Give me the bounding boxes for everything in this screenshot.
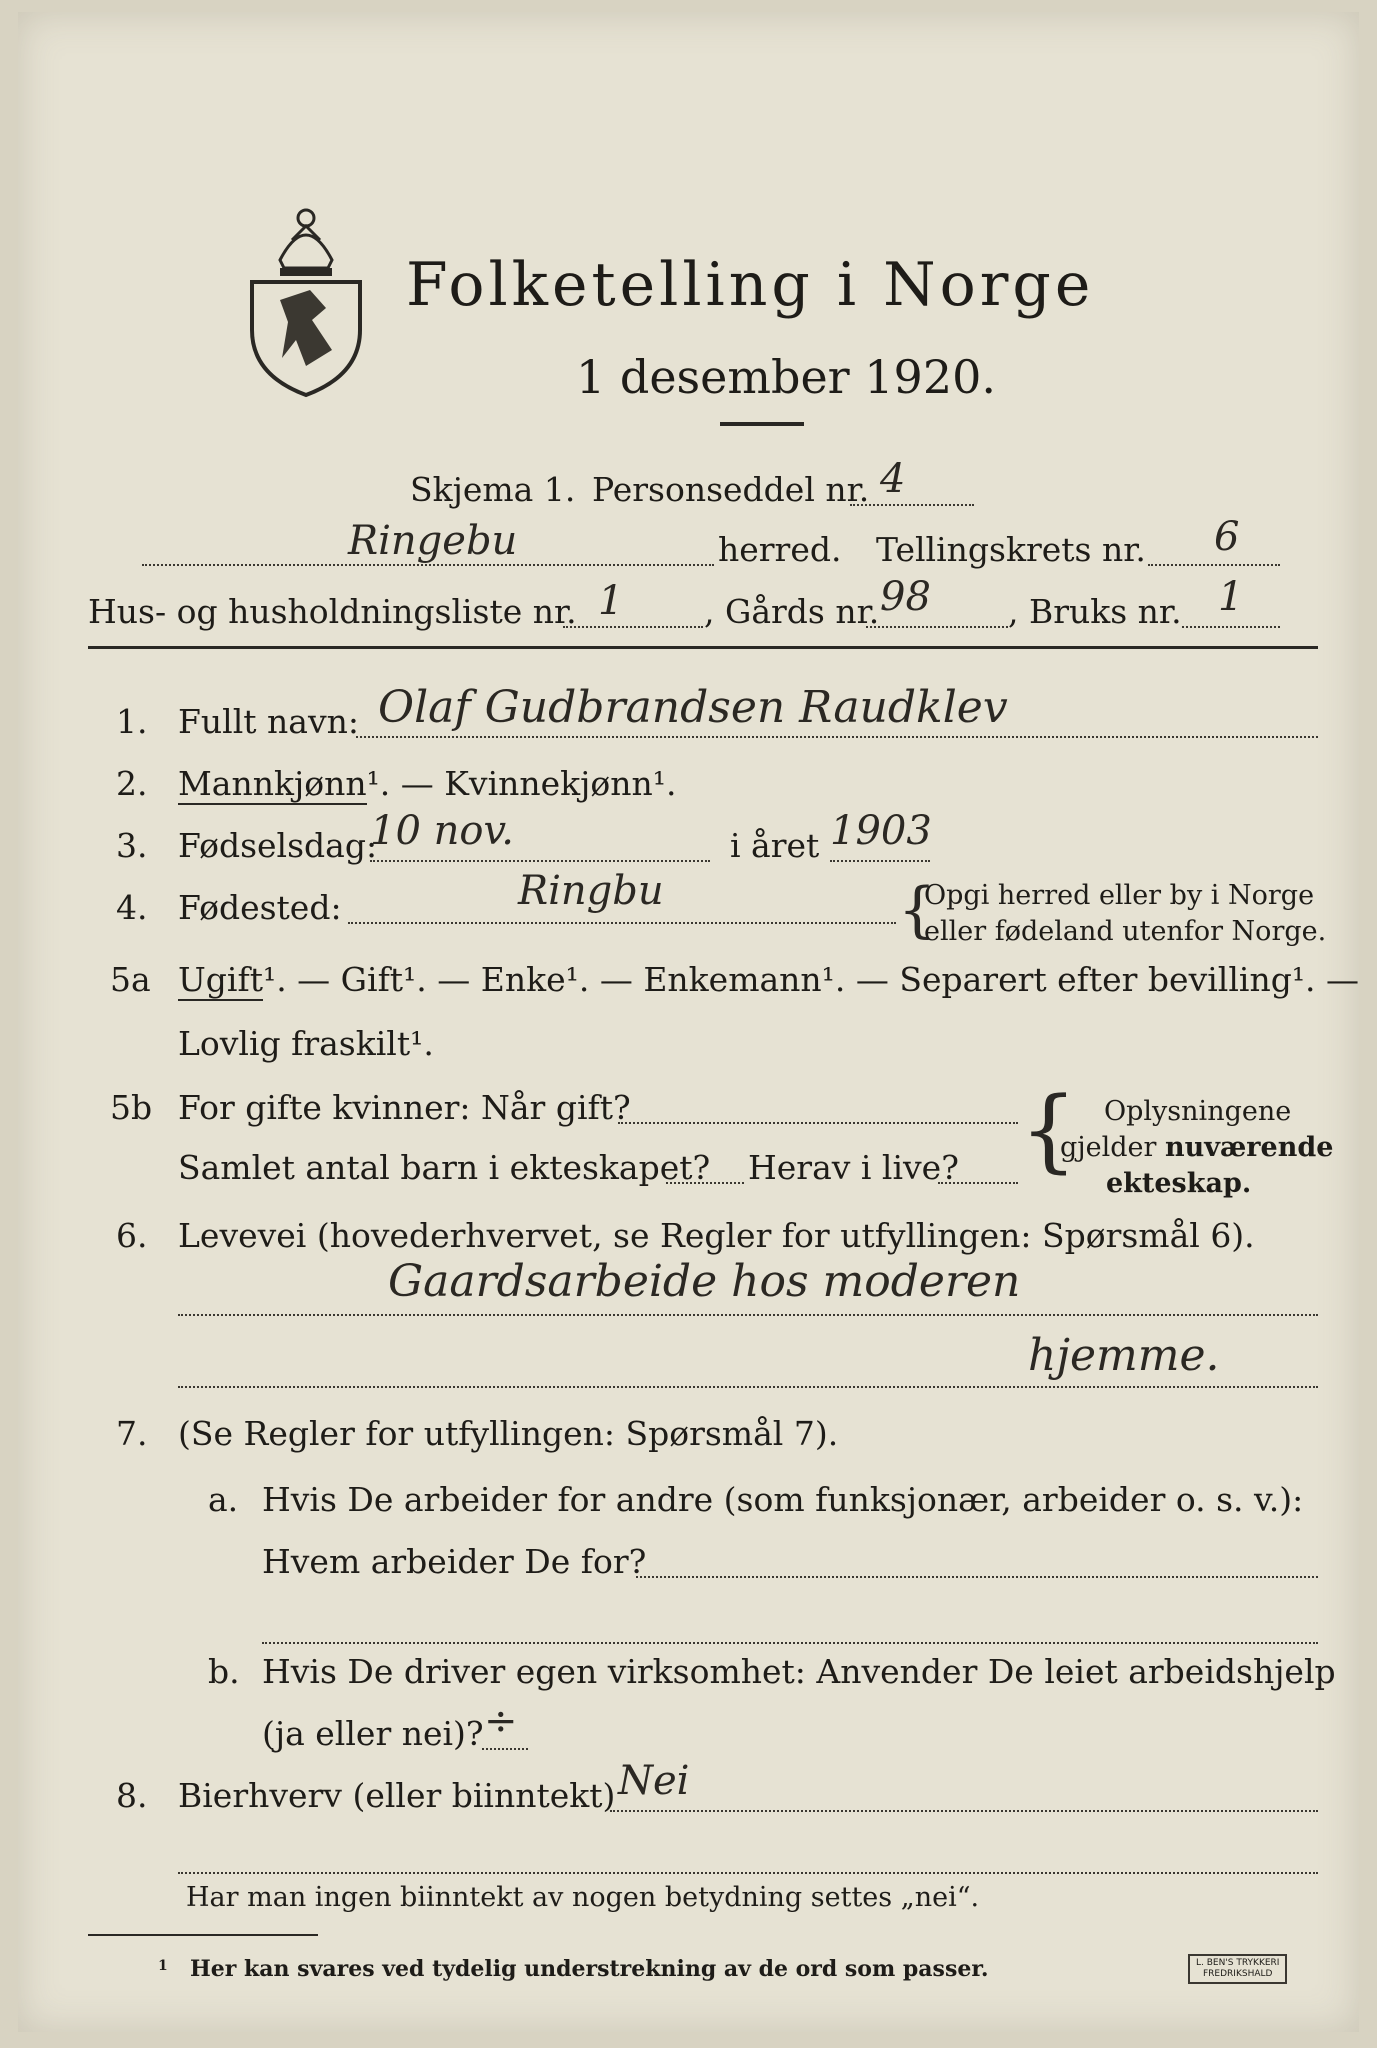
q7b-line1: Hvis De driver egen virksomhet: Anvender De leiet arbeidshjelp <box>262 1652 1336 1691</box>
side-income-note: Har man ingen biinntekt av nogen betydning settes „nei“. <box>186 1882 980 1913</box>
gender-male: Mannkjønn <box>178 764 367 803</box>
q7-number: 7. <box>116 1414 148 1453</box>
q7a-line1: Hvis De arbeider for andre (som funksjonær, arbeider o. s. v.): <box>262 1480 1304 1519</box>
q5a-number: 5a <box>110 960 151 999</box>
bruks-value: 1 <box>1218 574 1244 620</box>
gender-line: Mannkjønn¹. — Kvinnekjønn¹. <box>178 764 677 803</box>
q5b-number: 5b <box>110 1088 153 1127</box>
q7-label: (Se Regler for utfyllingen: Spørsmål 7). <box>178 1414 839 1453</box>
q4-number: 4. <box>116 888 148 927</box>
footnote-mark: 1 <box>158 1958 168 1974</box>
birth-year-value: 1903 <box>830 808 932 854</box>
coat-of-arms-icon <box>240 190 372 400</box>
q3-label: Fødselsdag: <box>178 826 378 865</box>
side-income-value: Nei <box>618 1758 690 1804</box>
q7a-line2: Hvem arbeider De for? <box>262 1542 647 1581</box>
q3-number: 3. <box>116 826 148 865</box>
census-form-sheet: Folketelling i Norge 1 desember 1920. Skjema 1. Personseddel nr. 4 Ringebu herred. Tellingskrets nr. 6 Hus- og husholdningsliste nr. 1 , Gårds nr. 98 , Bruks nr. 1 1. Fullt navn: Olaf Gudbrandsen Raudklev 2. Mannkjønn¹. — Kvinnekjønn¹. 3. Fødselsdag: 10 nov. i året 1903 4. Fødested: Ringbu { Opgi herred eller by i Norge eller fødeland utenfor Norge. 5a Ugift¹. — Gift¹. — Enke¹. — Enkemann¹. — Separert efter bevilling¹. — Lovlig fraskilt¹. 5b For gifte kvinner: Når gift? Samlet antal barn i ekteskapet? Herav i live? { Oplysningene gjelder nuværende ekteskap. 6. Levevei (hovederhvervet, se Regler for utfyllingen: Spørsmål 6). Gaardsarbeide hos moderen hjemme. 7. (Se Regler for utfyllingen: Spørsmål 7). a. Hvis De arbeider for andre (som funksjonær, arbeider o. s. v.): Hvem arbeider De for? b. Hvis De driver egen virksomhet: Anvender De leiet arbeidshjelp (ja eller nei)? ÷ 8. Bierhverv (eller biinntekt) Nei Har man ingen biinntekt av nogen betydning settes „nei“. 1 Her kan svares ved tydelig understrekning av de ord som passer. L. BEN'S TRYKKERI FREDRIKSHALD <box>18 12 1359 2032</box>
herred-label: herred. <box>718 530 842 569</box>
gender-female: Kvinnekjønn¹. <box>444 764 677 803</box>
q8-number: 8. <box>116 1776 148 1815</box>
birthdate-value: 10 nov. <box>370 808 515 854</box>
occupation-value-2: hjemme. <box>1028 1330 1220 1381</box>
hus-value: 1 <box>598 578 624 624</box>
gards-value: 98 <box>880 574 931 620</box>
herred-value: Ringebu <box>348 518 518 564</box>
personseddel-label: Personseddel nr. <box>592 470 870 509</box>
q5b-line1: For gifte kvinner: Når gift? <box>178 1088 631 1127</box>
gards-label: , Gårds nr. <box>704 592 880 631</box>
birthplace-note-2: eller fødeland utenfor Norge. <box>924 916 1327 947</box>
q2-number: 2. <box>116 764 148 803</box>
skjema-label: Skjema 1. <box>410 470 576 509</box>
q8-label: Bierhverv (eller biinntekt) <box>178 1776 616 1815</box>
q4-label: Fødested: <box>178 888 342 927</box>
q5b-note-1: Oplysningene <box>1104 1096 1292 1127</box>
year-label: i året <box>730 826 820 865</box>
marital-ugift: Ugift <box>178 960 263 999</box>
bruks-label: , Bruks nr. <box>1008 592 1182 631</box>
marital-status-line: Ugift¹. — Gift¹. — Enke¹. — Enkemann¹. — Separert efter bevilling¹. — <box>178 960 1360 999</box>
q7b-letter: b. <box>208 1652 240 1691</box>
q7b-line2: (ja eller nei)? <box>262 1714 484 1753</box>
marital-status-line-2: Lovlig fraskilt¹. <box>178 1024 434 1063</box>
birthplace-value: Ringbu <box>518 868 664 914</box>
q6-label: Levevei (hovederhvervet, se Regler for utfyllingen: Spørsmål 6). <box>178 1216 1255 1255</box>
q5b-line2a: Samlet antal barn i ekteskapet? <box>178 1148 711 1187</box>
personseddel-value: 4 <box>880 456 906 502</box>
tellingskrets-label: Tellingskrets nr. <box>876 530 1146 569</box>
q5b-note-3: ekteskap. <box>1106 1168 1252 1199</box>
q1-label: Fullt navn: <box>178 702 359 741</box>
full-name-value: Olaf Gudbrandsen Raudklev <box>378 682 1008 733</box>
form-title: Folketelling i Norge <box>406 250 1095 320</box>
tellingskrets-value: 6 <box>1214 514 1240 560</box>
q7a-letter: a. <box>208 1480 239 1519</box>
q1-number: 1. <box>116 702 148 741</box>
q7b-value: ÷ <box>484 1698 518 1744</box>
q6-number: 6. <box>116 1216 148 1255</box>
printer-stamp: L. BEN'S TRYKKERI FREDRIKSHALD <box>1188 1954 1287 1984</box>
footnote-text: Her kan svares ved tydelig understrekning av de ord som passer. <box>190 1956 989 1982</box>
census-date: 1 desember 1920. <box>576 350 996 404</box>
occupation-value-1: Gaardsarbeide hos moderen <box>388 1256 1021 1307</box>
q5b-note-2: gjelder nuværende <box>1060 1132 1334 1163</box>
birthplace-note-1: Opgi herred eller by i Norge <box>924 880 1315 911</box>
q5b-line2b: Herav i live? <box>748 1148 959 1187</box>
hus-label: Hus- og husholdningsliste nr. <box>88 592 577 631</box>
